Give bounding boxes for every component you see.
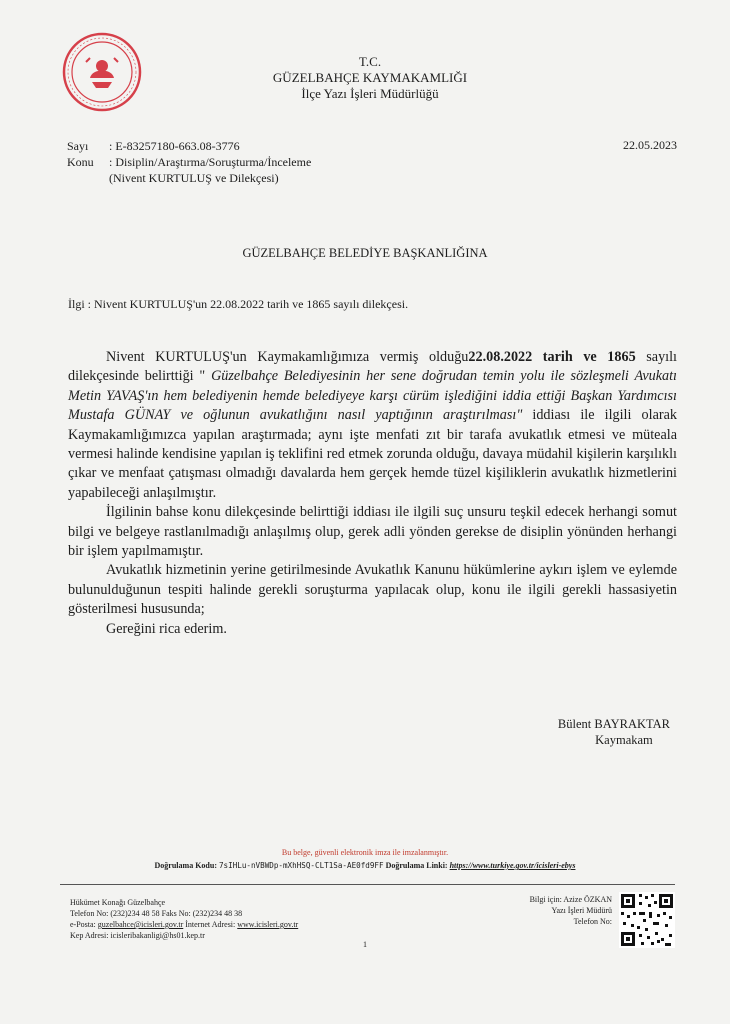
footer-divider <box>60 884 675 885</box>
page-number: 1 <box>363 940 367 949</box>
document-meta <box>67 138 311 186</box>
paragraph-3: Avukatlık hizmetinin yerine getirilmesinde Avukatlık Kanunu hükümlerine aykırı işlem ve eylemde bulunulduğunun tespiti halinde gerekli soruşturma yapılacak olup, konu ile ilgili gerekli hassasiyetin gösterilmesi hususunda; <box>68 562 677 618</box>
letter-body <box>68 348 677 639</box>
footer-email-web: e-Posta: guzelbahce@icisleri.gov.tr İnternet Adresi: www.icisleri.gov.tr <box>70 920 299 929</box>
quoted-claim: Güzelbahçe Belediyesinin her sene doğrudan temin yolu ile sözleşmeli Avukatı Metin YAVAŞ'ın hem belediyenin hemde belediyeye karşı cürüm işlediğini iddia ettiği Başkan Yardımcısı Mustafa GÜNAY ve oğlunun avukatlığını nasıl yaptığının araştırılması" <box>68 368 677 424</box>
signature-block <box>558 716 670 748</box>
e-signature-notice: Bu belge, güvenli elektronik imza ile imzalanmıştır. <box>281 848 449 857</box>
konu-label: Konu <box>67 155 94 169</box>
info-contact: Bilgi için: Azize ÖZKAN <box>529 895 612 904</box>
info-phone: Telefon No: <box>573 917 612 926</box>
sayi-label: Sayı <box>67 139 89 153</box>
verification-code-label: Doğrulama Kodu: <box>154 861 217 870</box>
footer-contact <box>70 897 298 941</box>
reference-line: İlgi : Nivent KURTULUŞ'un 22.08.2022 tarih ve 1865 sayılı dilekçesi. <box>68 297 409 311</box>
sayi-value: : E-83257180-663.08-3776 <box>109 139 240 153</box>
footer-email[interactable]: guzelbahce@icisleri.gov.tr <box>97 920 184 929</box>
header-department: İlçe Yazı İşleri Müdürlüğü <box>301 86 439 101</box>
verification-code: 7sIHLu-nVBWDp-mXhHSQ-CLT1Sa-AE0fd9FF <box>218 861 384 870</box>
paragraph-2: İlgilinin bahse konu dilekçesinde belirttiği iddiası ile ilgili suç unsuru teşkil edecek herhangi somut bilgi ve belgeye rastlanılmadığı anlaşılmış olup, gerek adli yönden gerekse de disiplin yönünden herhangi bir işlem yapılmamıştır. <box>68 504 677 560</box>
header-republic: T.C. <box>358 54 382 69</box>
petition-reference: 22.08.2022 tarih ve 1865 <box>468 349 636 365</box>
footer-kep: Kep Adresi: icisleribakanligi@hs01.kep.tr <box>70 931 205 940</box>
footer-info <box>530 894 612 927</box>
verification-line <box>0 861 730 870</box>
signer-title: Kaymakam <box>595 733 653 747</box>
paragraph-4: Gereğini rica ederim. <box>106 620 227 637</box>
verification-link[interactable]: https://www.turkiye.gov.tr/icisleri-ebys <box>449 861 576 870</box>
konu-value: : Disiplin/Araştırma/Soruşturma/İnceleme <box>109 155 312 169</box>
konu-value-subject: (Nivent KURTULUŞ ve Dilekçesi) <box>109 171 279 185</box>
paragraph-1: Nivent KURTULUŞ'un Kaymakamlığımıza vermiş olduğu22.08.2022 tarih ve 1865 sayılı dilekçesinde belirttiği " Güzelbahçe Belediyesinin her sene doğrudan temin yolu ile sözleşmeli Avukatı Metin YAVAŞ'ın hem belediyenin hemde belediyeye karşı cürüm işlediğini iddia ettiği Başkan Yardımcısı Mustafa GÜNAY ve oğlunun avukatlığını nasıl yaptığının araştırılması" iddiası ile ilgili olarak Kaymakamlığımızca yapılan araştırmada; aynı işte menfati zıt bir tarafa avukatlık etmesi ve müteala vermesi halinde kendisine yapılan iş teklifini red etmek zorunda olduğu, davaya müdahil kişilerin karşılıklı çıkar ve menfaat çatışması olmadığı davalarda hem gerçek hemde tüzel kişiliklerin avukatlık hizmetlerini yapabileceği anlaşılmıştır. <box>68 349 677 501</box>
footer-address: Hükümet Konağı Güzelbahçe <box>70 898 166 907</box>
info-role: Yazı İşleri Müdürü <box>551 906 612 915</box>
header-institution: GÜZELBAHÇE KAYMAKAMLIĞI <box>272 70 468 85</box>
footer-phone: Telefon No: (232)234 48 58 Faks No: (232)234 48 38 <box>70 909 243 918</box>
footer-web[interactable]: www.icisleri.gov.tr <box>237 920 299 929</box>
document-date: 22.05.2023 <box>623 138 677 152</box>
signer-name: Bülent BAYRAKTAR <box>557 717 670 731</box>
addressee: GÜZELBAHÇE BELEDİYE BAŞKANLIĞINA <box>242 246 488 260</box>
ministry-seal-icon <box>62 32 142 112</box>
verification-link-label: Doğrulama Linki: <box>385 861 448 870</box>
